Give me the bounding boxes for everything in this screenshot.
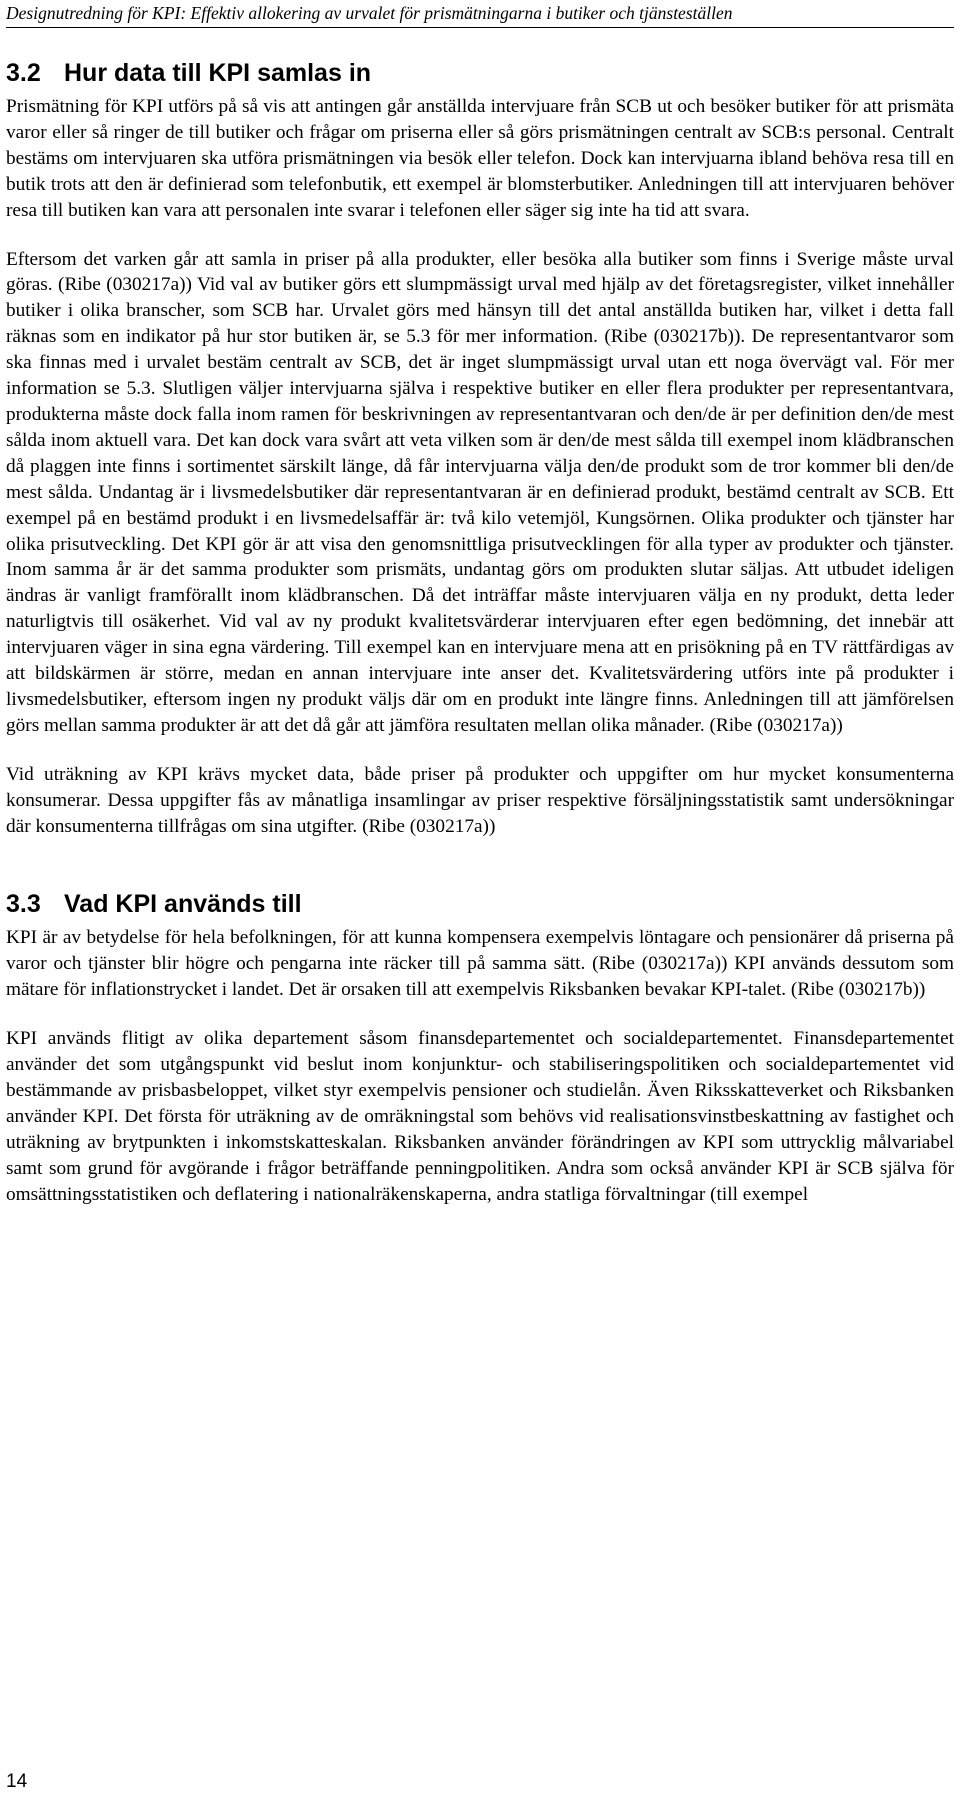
section-title: Hur data till KPI samlas in xyxy=(64,59,372,87)
paragraph: KPI är av betydelse för hela befolkningen, för att kunna kompensera exempelvis löntagare och pensionärer då priserna på varor och tjänster blir högre och pengarna inte räcker till på samma sätt. (Ribe (030217a)) KPI används dessutom som mätare för inflationstrycket i landet. Det är orsaken till att exempelvis Riksbanken bevakar KPI-talet. (Ribe (030217b)) xyxy=(6,927,954,1001)
running-header: Designutredning för KPI: Effektiv allokering av urvalet för prismätningarna i butiker och tjänsteställen xyxy=(6,2,954,28)
section-number: 3.2 xyxy=(6,59,41,87)
page-number: 14 xyxy=(6,1771,28,1792)
section-heading-3-2 xyxy=(6,58,954,88)
section-title: Vad KPI används till xyxy=(64,890,302,919)
section-heading-3-3 xyxy=(6,889,954,919)
paragraph: Vid uträkning av KPI krävs mycket data, både priser på produkter och uppgifter om hur mycket konsumenterna konsumerar. Dessa uppgifter fås av månatliga insamlingar av priser respektive försäljningsstatistik samt undersökningar där konsumenterna tillfrågas om sina utgifter. (Ribe (030217a)) xyxy=(6,763,954,837)
paragraph: Prismätning för KPI utförs på så vis att antingen går anställda intervjuare från SCB ut och besöker butiker för att prismäta varor eller så ringer de till butiker och frågar om priserna eller så görs prismätningen centralt av SCB:s personal. Centralt bestäms om intervjuaren ska utföra prismätningen via besök eller telefon. Dock kan intervjuarna ibland behöva resa till en butik trots att den är definierad som telefonbutik, ett exempel är blomsterbutiker. Anledningen till att intervjuaren behöver resa till butiken kan vara att personalen inte svarar i telefonen eller säger sig inte ha tid att svara. xyxy=(6,96,954,221)
page-content xyxy=(6,58,954,1208)
paragraph: KPI används flitigt av olika departement såsom finansdepartementet och socialdepartementet. Finansdepartementet använder det som utgångspunkt vid beslut inom konjunktur- och stabiliseringspolitiken och socialdepartementet vid bestämmande av prisbasbeloppet, vilket styr exempelvis pensioner och studielån. Även Riksskatteverket och Riksbanken använder KPI. Det första för uträkning av de omräkningstal som behövs vid realisationsvinstbeskattning av fastighet och uträkning av brytpunkten i inkomstskatteskalan. Riksbanken använder förändringen av KPI som uttrycklig målvariabel samt som grund för avgörande i frågor beträffande penningpolitiken. Andra som också använder KPI är SCB själva för omsättningsstatistiken och deflatering i nationalräkenskaperna, andra statliga förvaltningar (till exempel xyxy=(6,1028,954,1205)
paragraph: Eftersom det varken går att samla in priser på alla produkter, eller besöka alla butiker som finns i Sverige måste urval göras. (Ribe (030217a)) Vid val av butiker görs ett slumpmässigt urval med hjälp av det företagsregister, vilket innehåller butiker i olika branscher, som SCB har. Urvalet görs med hänsyn till det antal anställda butiken har, vilket i detta fall räknas som en indikator på hur stor butiken är, se 5.3 för mer information. (Ribe (030217b)). De representantvaror som ska finnas med i urvalet bestäm centralt av SCB, det är inget slumpmässigt urval utan ett noga övervägt val. För mer information se 5.3. Slutligen väljer intervjuarna själva i respektive butiker en eller flera produkter per representantvara, produkterna måste dock falla inom ramen för beskrivningen av representantvaran och den/de är per definition den/de mest sålda inom aktuell vara. Det kan dock vara svårt att veta vilken som är den/de mest sålda till exempel inom klädbranschen då plaggen inte finns i sortimentet särskilt länge, då får intervjuarna välja den/de produkt som de tror kommer bli den/de mest sålda. Undantag är i livsmedelsbutiker där representantvaran är en definierad produkt, bestämd centralt av SCB. Ett exempel på en bestämd produkt i en livsmedelsaffär är: två kilo vetemjöl, Kungsörnen. Olika produkter och tjänster har olika prisutveckling. Det KPI gör är att visa den genomsnittliga prisutvecklingen för alla typer av produkter och tjänster. Inom samma år är det samma produkter som prismäts, undantag görs om produkten slutar säljas. Att utbudet ideligen ändras är vanligt framförallt inom klädbranschen. Då det inträffar måste intervjuaren välja en ny produkt, detta leder naturligtvis till osäkerhet. Vid val av ny produkt kvalitetsvärderar intervjuaren efter egen bedömning, det innebär att intervjuaren väger in sina egna värdering. Till exempel kan en intervjuare mena att en prisökning på en TV rättfärdigas av att bildskärmen är större, medan en annan intervjuare inte anser det. Kvalitetsvärdering utförs inte på produkter i livsmedelsbutiker, eftersom ingen ny produkt väljs där om en produkt inte längre finns. Anledningen till att jämförelsen görs mellan samma produkter är att det då går att jämföra resultaten mellan olika månader. (Ribe (030217a)) xyxy=(6,248,954,736)
section-number: 3.3 xyxy=(6,890,41,919)
